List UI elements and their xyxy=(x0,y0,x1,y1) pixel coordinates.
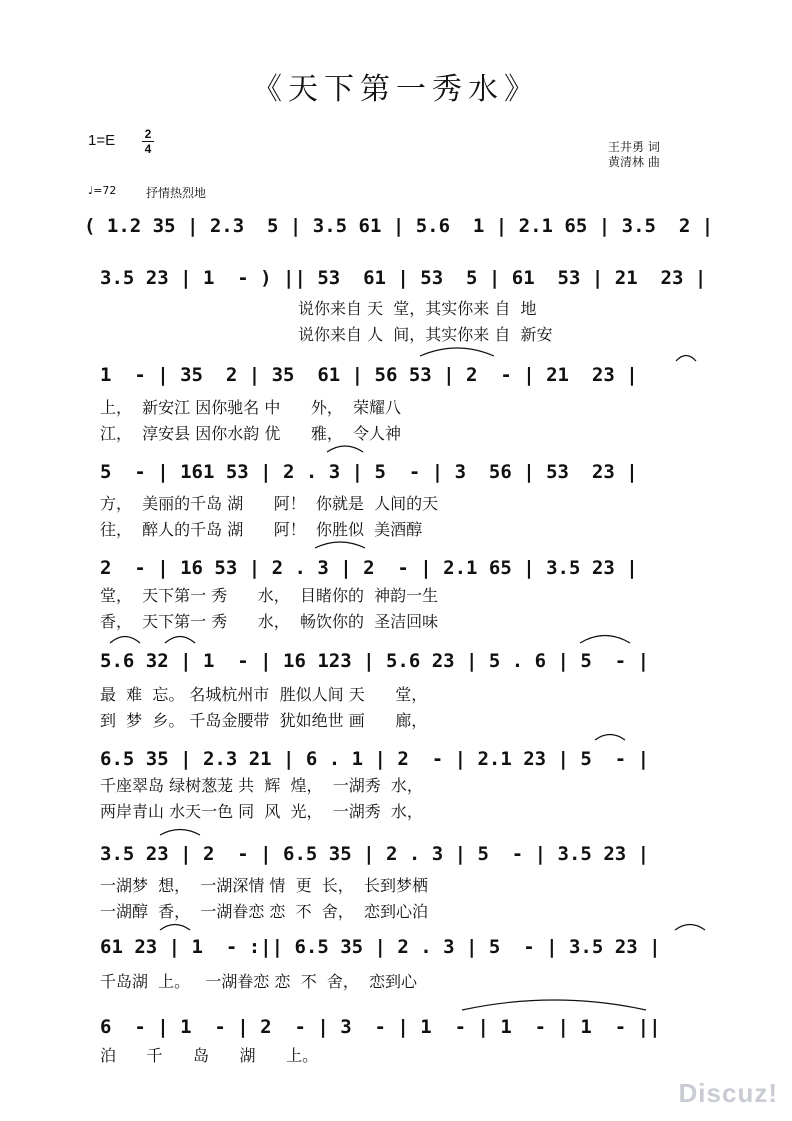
slur-system-10 xyxy=(462,1000,646,1010)
time-signature-bottom: 4 xyxy=(144,142,152,156)
tie-system-6b xyxy=(165,637,195,644)
system-7-lyrics-1: 千座翠岛 绿树葱茏 共 辉 煌， 一湖秀 水， xyxy=(100,776,423,795)
system-3-notes: 1 - | 35 2 | 35 61 | 56 53 | 2 - | 21 23 | xyxy=(100,364,638,386)
system-9-notes: 61 23 | 1 - :|| 6.5 35 | 2 . 3 | 5 - | 3.5 23 | xyxy=(100,936,661,958)
tie-system-5 xyxy=(315,542,365,548)
expression-marking: 抒情热烈地 xyxy=(146,186,207,200)
tie-system-9a xyxy=(160,925,190,931)
system-5-notes: 2 - | 16 53 | 2 . 3 | 2 - | 2.1 65 | 3.5 23 | xyxy=(100,557,638,579)
system-9-lyrics-1: 千岛湖 上。 一湖眷恋 恋 不 舍， 恋到心 xyxy=(100,972,418,991)
tie-system-8 xyxy=(160,830,200,836)
tempo-marking: ♩=72 xyxy=(88,184,117,197)
system-1-notes: ( 1.2 35 | 2.3 5 | 3.5 61 | 5.6 1 | 2.1 65 | 3.5 2 | xyxy=(84,215,714,237)
system-4-notes: 5 - | 161 53 | 2 . 3 | 5 - | 3 56 | 53 23 | xyxy=(100,461,638,483)
system-6-lyrics-1: 最 难 忘。 名城杭州市 胜似人间 天 堂， xyxy=(100,685,428,704)
lyricist-credit: 王井勇 词 xyxy=(608,140,660,154)
time-signature-top: 2 xyxy=(144,127,152,141)
system-10-lyrics-1: 泊 千 岛 湖 上。 xyxy=(100,1046,319,1065)
watermark: Discuz! xyxy=(678,1078,778,1108)
system-8-notes: 3.5 23 | 2 - | 6.5 35 | 2 . 3 | 5 - | 3.5 23 | xyxy=(100,843,650,865)
key-signature: 1=E xyxy=(88,132,116,149)
page-title: 《天下第一秀水》 xyxy=(252,72,540,107)
system-2-lyrics-1: 说你来自 天 堂，其实你来 自 地 xyxy=(298,299,537,318)
system-2-lyrics-2: 说你来自 人 间，其实你来 自 新安 xyxy=(298,325,553,344)
system-7-lyrics-2: 两岸青山 水天一色 同 风 光， 一湖秀 水， xyxy=(100,802,423,821)
system-8-lyrics-1: 一湖梦 想， 一湖深情 情 更 长， 长到梦栖 xyxy=(100,876,428,895)
system-6-notes: 5.6 32 | 1 - | 16 123 | 5.6 23 | 5 . 6 | 5 - | xyxy=(100,650,650,672)
tie-system-9b xyxy=(675,925,705,931)
system-5-lyrics-1: 堂， 天下第一 秀 水， 目睹你的 神韵一生 xyxy=(100,586,439,605)
system-5-lyrics-2: 香， 天下第一 秀 水， 畅饮你的 圣洁回味 xyxy=(100,612,439,631)
tie-system-3 xyxy=(676,356,696,362)
tie-system-6a xyxy=(110,637,140,644)
slur-system-6 xyxy=(580,636,630,644)
system-3-lyrics-1: 上， 新安江 因你驰名 中 外， 荣耀八 xyxy=(100,398,402,417)
system-8-lyrics-2: 一湖醇 香， 一湖眷恋 恋 不 舍， 恋到心泊 xyxy=(100,902,428,921)
slur-system-3 xyxy=(420,348,494,356)
system-10-notes: 6 - | 1 - | 2 - | 3 - | 1 - | 1 - | 1 - || xyxy=(100,1016,661,1038)
tie-system-7 xyxy=(595,735,625,741)
system-3-lyrics-2: 江， 淳安县 因你水韵 优 雅， 令人神 xyxy=(100,424,402,443)
system-7-notes: 6.5 35 | 2.3 21 | 6 . 1 | 2 - | 2.1 23 | 5 - | xyxy=(100,748,650,770)
composer-credit: 黄清林 曲 xyxy=(608,155,660,169)
system-6-lyrics-2: 到 梦 乡。 千岛金腰带 犹如绝世 画 廊， xyxy=(100,711,428,730)
system-2-notes: 3.5 23 | 1 - ) || 53 61 | 53 5 | 61 53 | 21 23 | xyxy=(100,267,707,289)
system-4-lyrics-2: 往， 醉人的千岛 湖 阿！ 你胜似 美酒醇 xyxy=(100,520,423,539)
system-4-lyrics-1: 方， 美丽的千岛 湖 阿！ 你就是 人间的天 xyxy=(100,494,439,513)
tie-system-4 xyxy=(327,446,363,452)
